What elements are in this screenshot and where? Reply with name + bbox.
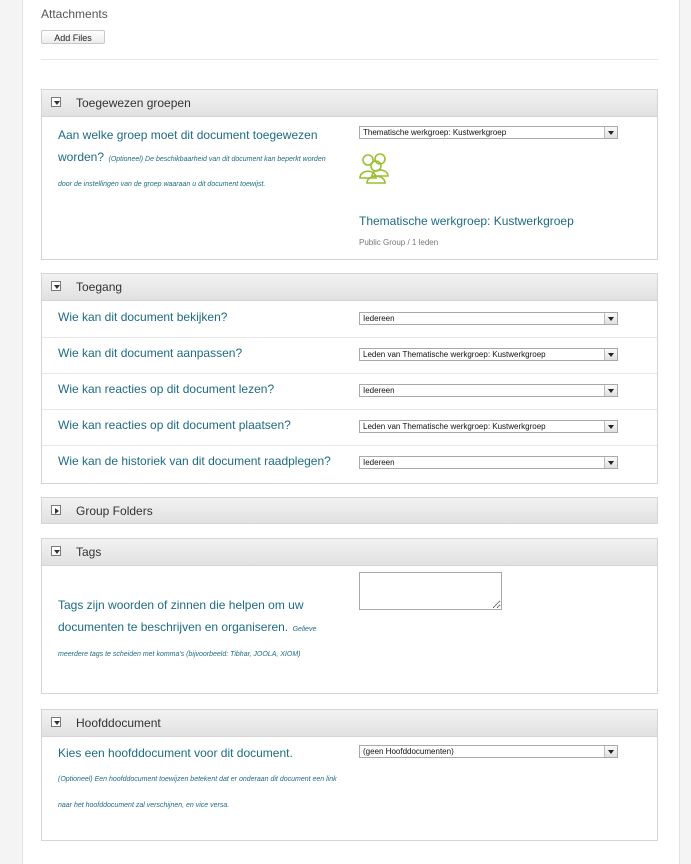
tags-question-block: [58, 594, 338, 666]
access-select-value: Iedereen: [363, 386, 395, 395]
group-select[interactable]: [359, 126, 618, 139]
divider: [41, 59, 658, 60]
access-select[interactable]: [359, 456, 618, 469]
access-panel-header[interactable]: [42, 274, 657, 301]
collapse-toggle-icon[interactable]: [51, 281, 61, 291]
chevron-down-icon: [604, 746, 617, 757]
access-question: Wie kan de historiek van dit document raadplegen?: [58, 454, 331, 468]
parent-panel-header[interactable]: [42, 710, 657, 737]
groups-panel-title: Toegewezen groepen: [76, 96, 191, 110]
chevron-down-icon: [604, 457, 617, 468]
parent-select[interactable]: [359, 745, 618, 758]
access-select-value: Leden van Thematische werkgroep: Kustwerkgroep: [363, 422, 546, 431]
page-content: [22, 0, 680, 864]
groups-question-block: [58, 124, 338, 196]
tags-help-text: Gelieve meerdere tags te scheiden met komma's (bijvoorbeeld: Tibhar, JOOLA, XIOM): [58, 626, 317, 658]
expand-toggle-icon[interactable]: [51, 505, 61, 515]
parent-question: Kies een hoofddocument voor dit document.: [58, 746, 293, 760]
parent-select-value: (geen Hoofddocumenten): [363, 747, 454, 756]
access-panel: [41, 273, 658, 484]
parent-help-text: (Optioneel) Een hoofddocument toewijzen betekent dat er onderaan dit document een link naar het hoofddocument zal verschijnen, en vice versa.: [58, 776, 337, 809]
access-select[interactable]: [359, 420, 618, 433]
folders-panel-header[interactable]: [42, 498, 657, 523]
chevron-down-icon: [604, 385, 617, 396]
tags-panel: [41, 538, 658, 694]
chevron-down-icon: [604, 421, 617, 432]
chevron-down-icon: [604, 127, 617, 138]
group-meta: Public Group / 1 leden: [359, 238, 439, 247]
access-question: Wie kan dit document aanpassen?: [58, 346, 243, 360]
parent-question-block: [58, 741, 343, 817]
group-people-icon: [358, 152, 392, 184]
folders-panel-title: Group Folders: [76, 504, 153, 518]
chevron-down-icon: [604, 313, 617, 324]
groups-panel-header[interactable]: [42, 90, 657, 117]
tags-question: Tags zijn woorden of zinnen die helpen om uw documenten te beschrijven en organiseren.: [58, 598, 304, 634]
tags-panel-header[interactable]: [42, 539, 657, 566]
access-select-value: Iedereen: [363, 458, 395, 467]
access-question: Wie kan reacties op dit document lezen?: [58, 382, 275, 396]
collapse-toggle-icon[interactable]: [51, 717, 61, 727]
parent-panel-title: Hoofddocument: [76, 716, 161, 730]
access-row: [42, 409, 657, 446]
access-row: [42, 373, 657, 410]
access-select[interactable]: [359, 348, 618, 361]
groups-help-text: (Optioneel) De beschikbaarheid van dit document kan beperkt worden door de instellingen van de groep waaraan u dit document toewijst.: [58, 156, 326, 188]
group-name-link[interactable]: Thematische werkgroep: Kustwerkgroep: [359, 214, 574, 228]
groups-question: Aan welke groep moet dit document toegewezen worden?: [58, 128, 318, 164]
parent-document-panel: [41, 709, 658, 841]
access-row: [42, 445, 657, 481]
access-select[interactable]: [359, 384, 618, 397]
group-select-value: Thematische werkgroep: Kustwerkgroep: [363, 128, 507, 137]
access-select-value: Iedereen: [363, 314, 395, 323]
chevron-down-icon: [604, 349, 617, 360]
access-row: [42, 301, 657, 338]
access-panel-title: Toegang: [76, 280, 123, 294]
access-question: Wie kan dit document bekijken?: [58, 310, 228, 324]
collapse-toggle-icon[interactable]: [51, 546, 61, 556]
collapse-toggle-icon[interactable]: [51, 97, 61, 107]
tags-input[interactable]: [359, 572, 502, 610]
access-select-value: Leden van Thematische werkgroep: Kustwerkgroep: [363, 350, 546, 359]
access-select[interactable]: [359, 312, 618, 325]
access-question: Wie kan reacties op dit document plaatsen?: [58, 418, 291, 432]
tags-panel-title: Tags: [76, 545, 102, 559]
add-files-button[interactable]: Add Files: [41, 30, 105, 44]
groups-panel: [41, 89, 658, 260]
folders-panel: [41, 497, 658, 524]
attachments-title: Attachments: [41, 7, 108, 21]
access-row: [42, 337, 657, 374]
